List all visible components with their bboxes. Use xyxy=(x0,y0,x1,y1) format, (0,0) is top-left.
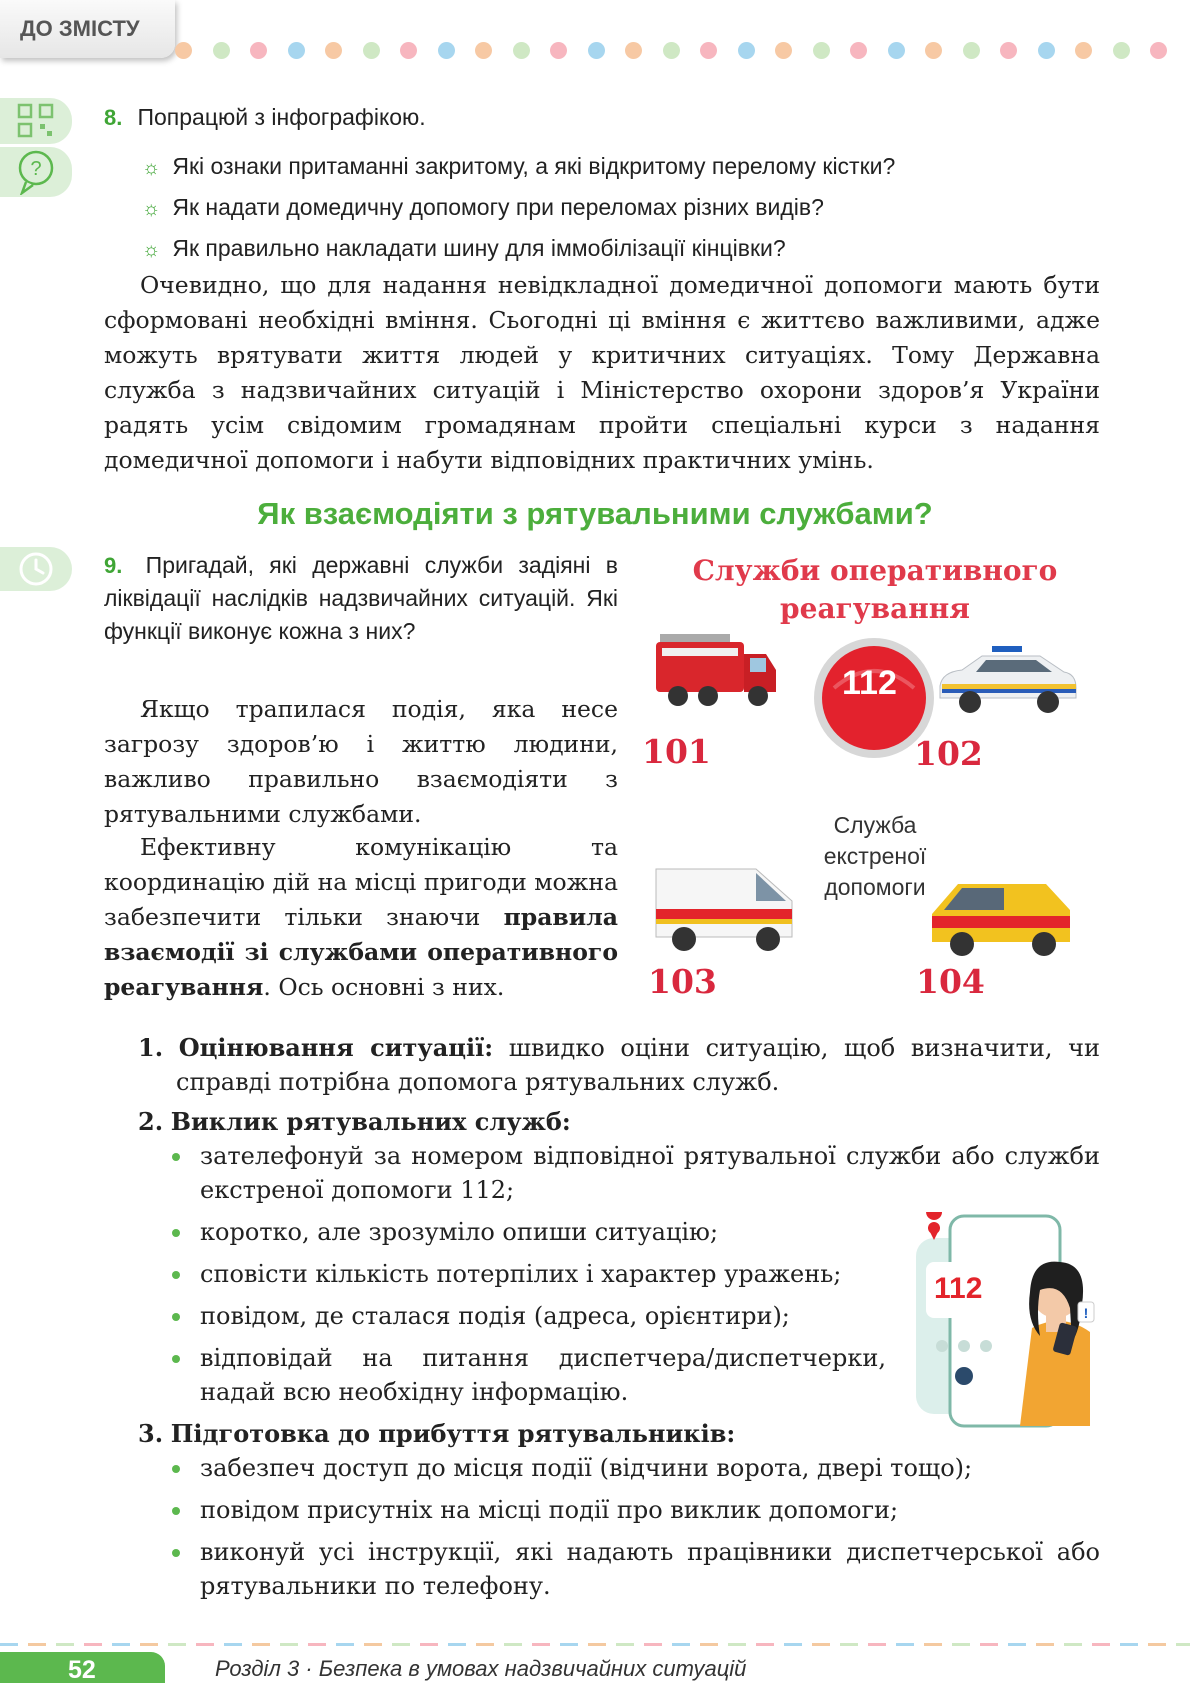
rule-2: 2. Виклик рятувальних служб: xyxy=(138,1107,571,1136)
gas-service-van-icon xyxy=(926,874,1076,962)
sun-bullet-icon: ☼ xyxy=(142,198,161,220)
question-icon xyxy=(16,149,56,195)
toc-button[interactable]: ДО ЗМІСТУ xyxy=(0,0,175,58)
footer-divider xyxy=(0,1643,1190,1646)
decorative-dot xyxy=(738,42,755,59)
fire-truck-icon xyxy=(652,624,780,714)
sun-bullet-icon: ☼ xyxy=(142,157,161,179)
decorative-dot xyxy=(438,42,455,59)
phone-screen-number: 112 xyxy=(934,1272,983,1305)
rule-3-items xyxy=(138,1451,1100,1603)
decorative-dot xyxy=(700,42,717,59)
question-tab xyxy=(0,147,72,197)
list-item: зателефонуй за номером відповідної рятувальної служби або служби екстреної допомоги 112; xyxy=(164,1139,1100,1207)
paragraph-2: Якщо трапилася подія, яка несе загрозу здоров’ю і життю людини, важливо правильно взаємодіяти з рятувальними службами. xyxy=(104,695,618,828)
emergency-services-infographic xyxy=(640,552,1110,1012)
sun-bullet-icon: ☼ xyxy=(142,239,161,261)
list-item: виконуй усі інструкції, які надають працівники диспетчерської або рятувальники по телефону. xyxy=(164,1535,1100,1603)
rule-3: 3. Підготовка до прибуття рятувальників: xyxy=(138,1419,736,1448)
ambulance-icon xyxy=(652,857,802,955)
service-number: 104 xyxy=(916,962,985,1001)
task-text: Пригадай, які державні служби задіяні в ліквідації наслідків надзвичайних ситуацій. Які функції виконує кожна з них? xyxy=(104,552,619,644)
task-8 xyxy=(104,104,426,131)
decorative-dots xyxy=(175,40,1185,60)
task-number: 9. xyxy=(104,553,123,578)
decorative-dot xyxy=(813,42,830,59)
decorative-dot xyxy=(513,42,530,59)
service-number: 102 xyxy=(914,734,983,773)
decorative-dot xyxy=(625,42,642,59)
service-number: 103 xyxy=(648,962,717,1001)
rule-1: 1. Оцінювання ситуації: швидко оціни ситуацію, щоб визначити, чи справді потрібна допомога рятувальних служб. xyxy=(138,1033,1100,1096)
infographic-title: Служби оперативного реагування xyxy=(692,554,1058,625)
svg-text:!: ! xyxy=(1083,1305,1089,1321)
emphasis-text: правила взаємодії зі службами оперативного реагування xyxy=(104,903,618,1001)
decorative-dot xyxy=(925,42,942,59)
decorative-dot xyxy=(250,42,267,59)
paragraph-3: Ефективну комунікацію та координацію дій на місці пригоди можна забезпечити тільки знаючи правила взаємодії зі службами оперативного реагування. Ось основні з них. xyxy=(104,833,618,1001)
svg-text:?: ? xyxy=(30,158,42,180)
task-8-questions xyxy=(142,147,895,270)
decorative-dot xyxy=(1075,42,1092,59)
list-item: ☼ Як надати домедичну допомогу при переломах різних видів? xyxy=(142,194,824,220)
decorative-dot xyxy=(363,42,380,59)
infographic-tab xyxy=(0,98,72,144)
decorative-dot xyxy=(963,42,980,59)
decorative-dot xyxy=(400,42,417,59)
emergency-number: 112 xyxy=(842,664,897,702)
decorative-dot xyxy=(175,42,192,59)
recall-tab xyxy=(0,547,72,591)
service-number: 101 xyxy=(642,732,711,771)
decorative-dot xyxy=(1038,42,1055,59)
list-item: повідом, де сталася подія (адреса, орієнтири); xyxy=(164,1299,1100,1333)
decorative-dot xyxy=(775,42,792,59)
list-item: відповідай на питання диспетчера/диспетчерки, надай всю необхідну інформацію. xyxy=(164,1341,886,1409)
clock-icon xyxy=(16,549,56,589)
rule-heading: Оцінювання ситуації: xyxy=(178,1033,494,1062)
decorative-dot xyxy=(325,42,342,59)
page-number: 52 xyxy=(0,1652,165,1683)
decorative-dot xyxy=(1150,42,1167,59)
list-item: ☼ Які ознаки притаманні закритому, а які відкритому перелому кістки? xyxy=(142,153,896,179)
decorative-dot xyxy=(550,42,567,59)
decorative-dot xyxy=(1113,42,1130,59)
decorative-dot xyxy=(288,42,305,59)
emergency-service-label: Служба екстреної допомоги xyxy=(823,812,927,900)
list-item: ☼ Як правильно накладати шину для іммобілізації кінцівки? xyxy=(142,235,786,261)
list-item: коротко, але зрозуміло опиши ситуацію; xyxy=(164,1215,1100,1249)
task-9 xyxy=(104,549,618,648)
chapter-footer: Розділ 3 · Безпека в умовах надзвичайних ситуацій xyxy=(215,1656,747,1681)
section-title: Як взаємодіяти з рятувальними службами? xyxy=(257,496,933,531)
task-title: Попрацюй з інфографікою. xyxy=(137,104,426,130)
rule-heading: Виклик рятувальних служб: xyxy=(170,1107,571,1136)
decorative-dot xyxy=(588,42,605,59)
decorative-dot xyxy=(850,42,867,59)
decorative-dot xyxy=(888,42,905,59)
police-car-icon xyxy=(932,642,1082,718)
list-item: повідом присутніх на місці події про виклик допомоги; xyxy=(164,1493,1100,1527)
rule-heading: Підготовка до прибуття рятувальників: xyxy=(170,1419,736,1448)
decorative-dot xyxy=(213,42,230,59)
decorative-dot xyxy=(663,42,680,59)
list-item: забезпеч доступ до місця події (відчини ворота, двері тощо); xyxy=(164,1451,1100,1485)
list-item: сповісти кількість потерпілих і характер уражень; xyxy=(164,1257,1100,1291)
decorative-dot xyxy=(1000,42,1017,59)
qr-code-icon xyxy=(16,102,56,140)
woman-calling-illustration xyxy=(912,1212,1102,1432)
task-number: 8. xyxy=(104,105,123,130)
intro-paragraph: Очевидно, що для надання невідкладної домедичної допомоги мають бути сформовані необхідні вміння. Сьогодні ці вміння є життєво важливими, адже можуть врятувати життя людей у критичних ситуаціях. Тому Державна служба з надзвичайних ситуацій і Міністерство охорони здоров’я України радять усім свідомим громадянам пройти спеціальні курси з надання домедичної допомоги і набути відповідних практичних умінь. xyxy=(104,271,1100,474)
decorative-dot xyxy=(475,42,492,59)
